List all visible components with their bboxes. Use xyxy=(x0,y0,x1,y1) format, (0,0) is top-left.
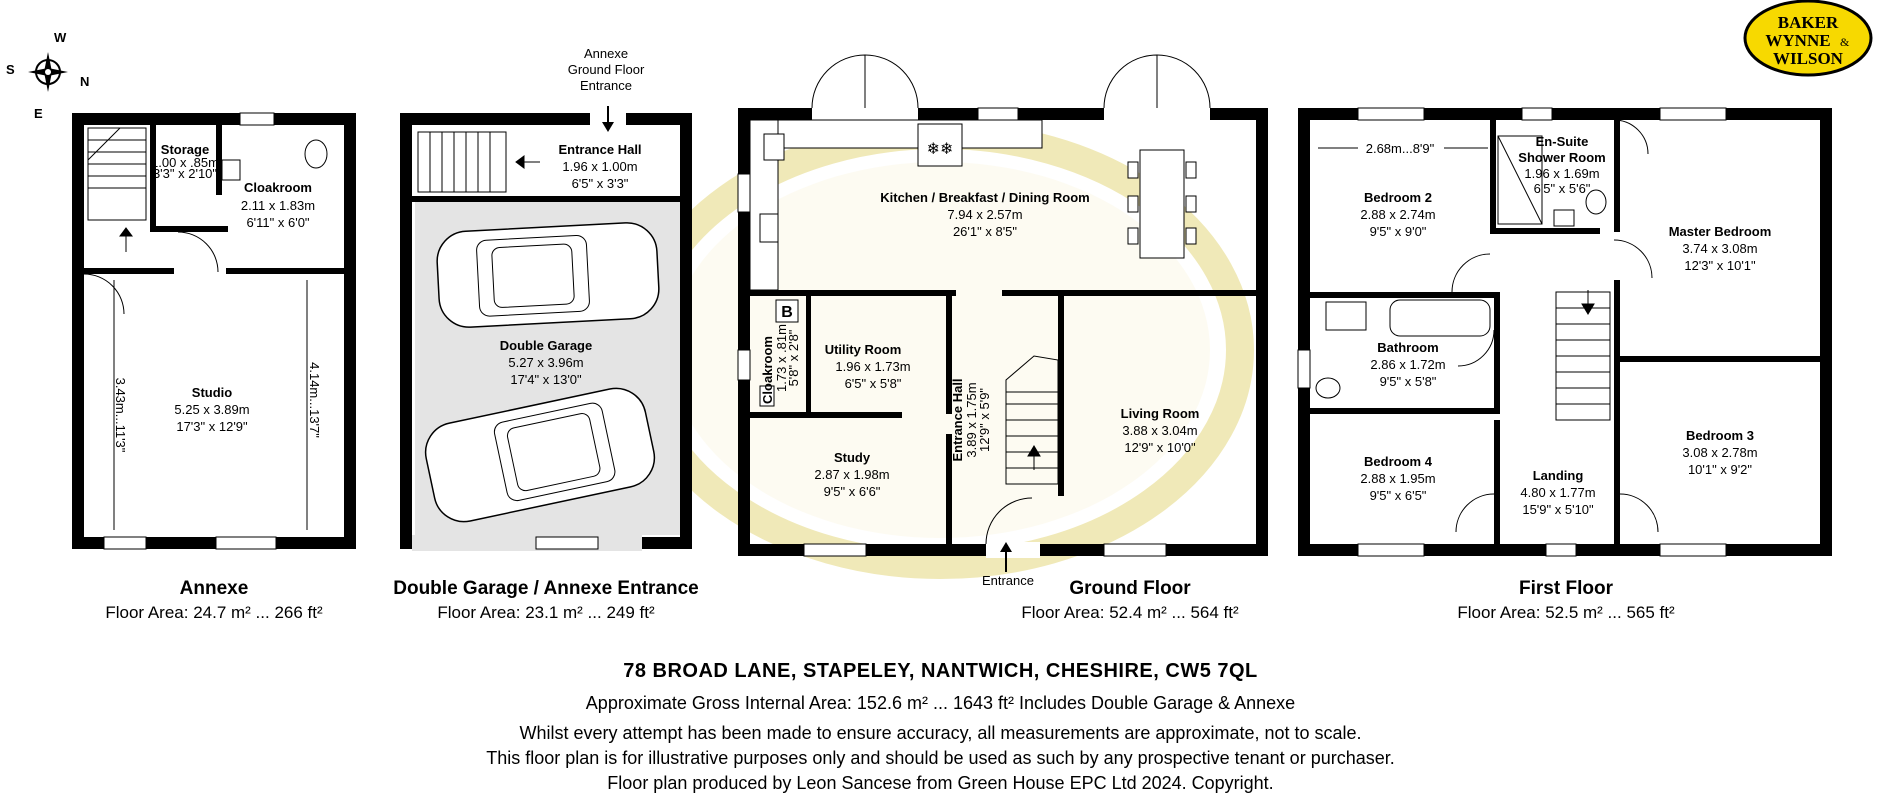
ensuite-m: 1.96 x 1.69m xyxy=(1524,166,1600,181)
garage-window xyxy=(536,537,598,549)
first-window xyxy=(1546,544,1576,556)
ground-window xyxy=(804,544,866,556)
garage-door-gap-edge xyxy=(412,535,642,537)
annexe-stairs xyxy=(88,128,146,252)
ensuite-ft: 6'5" x 5'6" xyxy=(1533,181,1591,196)
toilet-icon xyxy=(305,140,327,168)
compass-n: N xyxy=(80,74,90,89)
compass-e: E xyxy=(34,106,43,121)
bath-m: 2.86 x 1.72m xyxy=(1370,357,1446,372)
studio-m: 5.25 x 3.89m xyxy=(174,402,250,417)
ensuite-name1: En-Suite xyxy=(1535,134,1589,149)
gross-area: Approximate Gross Internal Area: 152.6 m² ... 1643 ft² Includes Double Garage & Annexe xyxy=(585,693,1296,713)
ground-wall-study xyxy=(750,412,902,418)
bed4-ft: 9'5" x 6'5" xyxy=(1369,488,1427,503)
basin-icon xyxy=(222,160,240,180)
living-name: Living Room xyxy=(1120,406,1200,421)
patio-door xyxy=(1104,106,1210,122)
master-name: Master Bedroom xyxy=(1668,224,1772,239)
annexe-cloakroom-m: 2.11 x 1.83m xyxy=(240,198,316,213)
ground-cloak-ft: 5'8" x 2'8" xyxy=(786,329,801,387)
door-arc xyxy=(1456,494,1494,532)
annexe-title: Annexe xyxy=(179,578,249,599)
utility-name: Utility Room xyxy=(824,342,902,357)
bath-ft: 9'5" x 5'8" xyxy=(1379,374,1437,389)
garage-hall-m: 1.96 x 1.00m xyxy=(562,159,638,174)
garage-plan xyxy=(400,46,692,551)
utility-m: 1.96 x 1.73m xyxy=(835,359,911,374)
ground-caption xyxy=(980,578,1280,623)
annexe-wall-storage-bottom xyxy=(150,226,228,232)
disclaimer-2: This floor plan is for illustrative purposes only and should be used as such by any prospective tenant or purchaser. xyxy=(486,748,1395,768)
door-arc xyxy=(1614,240,1652,278)
living-m: 3.88 x 3.04m xyxy=(1122,423,1198,438)
garage-entrance-label: Ground Floor xyxy=(567,62,645,77)
study-ft: 9'5" x 6'6" xyxy=(823,484,881,499)
annexe-window xyxy=(216,537,276,549)
garage-m: 5.27 x 3.96m xyxy=(508,355,584,370)
annexe-wall-mid xyxy=(84,268,174,274)
door-arc xyxy=(1104,55,1157,108)
ground-area: Floor Area: 52.4 m² ... 564 ft² xyxy=(1021,603,1239,622)
garage-entrance-label: Annexe xyxy=(583,46,629,61)
ground-wall-kitchen xyxy=(750,290,956,296)
logo-line1: BAKER xyxy=(1777,13,1839,32)
dining-table xyxy=(1140,150,1184,258)
bed2-ft: 9'5" x 9'0" xyxy=(1369,224,1427,239)
property-address: 78 BROAD LANE, STAPELEY, NANTWICH, CHESHIRE, CW5 7QL xyxy=(623,660,1258,682)
first-window xyxy=(1298,350,1310,388)
landing-m: 4.80 x 1.77m xyxy=(1520,485,1596,500)
garage-door-gap xyxy=(412,535,642,551)
door-arc xyxy=(865,55,918,108)
compass-w: W xyxy=(54,30,67,45)
annexe-window xyxy=(104,537,146,549)
ground-wall-cloak xyxy=(806,296,811,414)
annexe-caption xyxy=(64,578,364,623)
bed4-m: 2.88 x 1.95m xyxy=(1360,471,1436,486)
garage-name: Double Garage xyxy=(499,338,593,353)
logo-line3: WILSON xyxy=(1773,49,1843,68)
company-logo xyxy=(1745,1,1871,75)
bath-icon xyxy=(1390,300,1490,336)
garage-hall-wall xyxy=(412,196,680,202)
ground-entrance-label: Entrance xyxy=(981,573,1035,588)
storage-name: Storage xyxy=(160,142,210,157)
garage-ft: 17'4" x 13'0" xyxy=(510,372,582,387)
door-arc xyxy=(1157,55,1210,108)
credit: Floor plan produced by Leon Sancese from Green House EPC Ltd 2024. Copyright. xyxy=(607,773,1274,793)
kitchen-counter xyxy=(778,120,1042,148)
kitchen-ft: 26'1" x 8'5" xyxy=(952,224,1018,239)
ground-cloak-m: 1.73 x .81m xyxy=(774,324,789,392)
first-wall xyxy=(1614,356,1820,362)
first-wall xyxy=(1310,408,1500,414)
first-window xyxy=(1358,108,1424,120)
garage-caption xyxy=(366,578,726,623)
bed3-m: 3.08 x 2.78m xyxy=(1682,445,1758,460)
storage-m: 1.00 x .85m xyxy=(151,155,219,170)
basin-icon xyxy=(1326,302,1366,330)
garage-stairs xyxy=(418,132,540,192)
door-arc xyxy=(84,274,124,314)
ensuite-name2: Shower Room xyxy=(1518,150,1606,165)
first-window xyxy=(1660,544,1726,556)
first-wall xyxy=(1494,292,1500,412)
study-m: 2.87 x 1.98m xyxy=(814,467,890,482)
logo-line2: WYNNE xyxy=(1765,31,1831,50)
kitchen-name: Kitchen / Breakfast / Dining Room xyxy=(880,190,1090,205)
bed2-name: Bedroom 2 xyxy=(1364,190,1432,205)
ground-wall-kitchen2 xyxy=(1002,290,1256,296)
first-title: First Floor xyxy=(1519,578,1613,599)
ground-window xyxy=(1104,544,1166,556)
annexe-dim-right: 4.14m...13'7" xyxy=(307,362,322,438)
ground-wall-living xyxy=(1058,296,1064,496)
first-caption xyxy=(1416,578,1716,623)
first-area: Floor Area: 52.5 m² ... 565 ft² xyxy=(1457,603,1675,622)
bed3-name: Bedroom 3 xyxy=(1686,428,1754,443)
first-stairs xyxy=(1556,290,1610,420)
annexe-cloakroom-ft: 6'11" x 6'0" xyxy=(246,215,310,230)
bath-name: Bathroom xyxy=(1377,340,1439,355)
landing-ft: 15'9" x 5'10" xyxy=(1522,502,1594,517)
kitchen-m: 7.94 x 2.57m xyxy=(947,207,1023,222)
first-floor-plan xyxy=(1298,108,1832,556)
first-wall xyxy=(1614,280,1620,544)
compass-icon xyxy=(6,30,89,121)
annexe-cloakroom-name: Cloakroom xyxy=(244,180,312,195)
bed2-m: 2.88 x 2.74m xyxy=(1360,207,1436,222)
appliance-icon xyxy=(764,134,784,160)
first-window xyxy=(1358,544,1424,556)
disclaimer-1: Whilst every attempt has been made to ensure accuracy, all measurements are approximate, not to scale. xyxy=(519,723,1362,743)
toilet-icon xyxy=(1316,378,1340,398)
ground-title: Ground Floor xyxy=(1069,578,1191,599)
compass-s: S xyxy=(6,62,15,77)
first-wall xyxy=(1490,228,1600,234)
first-wall xyxy=(1310,292,1498,298)
garage-area: Floor Area: 23.1 m² ... 249 ft² xyxy=(437,603,655,622)
annexe-wall-mid2 xyxy=(226,268,344,274)
studio-name: Studio xyxy=(191,385,233,400)
ground-hall-m: 3.89 x 1.75m xyxy=(964,382,979,458)
boiler-label: B xyxy=(781,304,793,321)
first-wall xyxy=(1494,420,1500,544)
annexe-plan xyxy=(72,113,356,549)
first-window xyxy=(1522,108,1552,120)
first-wall xyxy=(1490,120,1496,230)
first-dim-top: 2.68m...8'9" xyxy=(1365,141,1435,156)
bed3-ft: 10'1" x 9'2" xyxy=(1687,462,1753,477)
ground-window xyxy=(978,108,1018,120)
footer xyxy=(0,660,1881,794)
door-arc xyxy=(178,232,218,272)
garage-title: Double Garage / Annexe Entrance xyxy=(393,578,699,599)
sink-icon xyxy=(760,214,778,242)
living-ft: 12'9" x 10'0" xyxy=(1124,440,1196,455)
utility-ft: 6'5" x 5'8" xyxy=(844,376,902,391)
annexe-area: Floor Area: 24.7 m² ... 266 ft² xyxy=(105,603,323,622)
ground-hall-ft: 12'9" x 5'9" xyxy=(977,387,992,453)
annexe-dim-left: 3.43m...11'3" xyxy=(113,377,128,453)
ground-cloak-name: Cloakroom xyxy=(760,336,775,404)
logo-amp: & xyxy=(1840,35,1850,49)
ground-window xyxy=(738,174,750,212)
master-m: 3.74 x 3.08m xyxy=(1682,241,1758,256)
annexe-window xyxy=(240,113,274,125)
studio-ft: 17'3" x 12'9" xyxy=(176,419,248,434)
landing-name: Landing xyxy=(1532,468,1584,483)
first-wall xyxy=(1614,120,1620,232)
ground-hall-name: Entrance Hall xyxy=(950,378,965,462)
hob-glyph: ❄❄ xyxy=(926,139,954,158)
garage-hall-ft: 6'5" x 3'3" xyxy=(571,176,629,191)
garage-entrance-label: Entrance xyxy=(579,78,633,93)
garage-hall-name: Entrance Hall xyxy=(558,142,642,157)
door-arc xyxy=(812,55,865,108)
bed4-name: Bedroom 4 xyxy=(1364,454,1432,469)
first-window xyxy=(1660,108,1726,120)
ground-window xyxy=(738,350,750,380)
front-door-gap xyxy=(986,542,1040,558)
car-icon xyxy=(436,221,661,328)
study-name: Study xyxy=(833,450,871,465)
master-ft: 12'3" x 10'1" xyxy=(1684,258,1756,273)
storage-ft: 3'3" x 2'10" xyxy=(152,166,218,181)
basin-icon xyxy=(1554,210,1574,226)
door-arc xyxy=(1452,254,1490,292)
door-arc xyxy=(1620,494,1658,532)
